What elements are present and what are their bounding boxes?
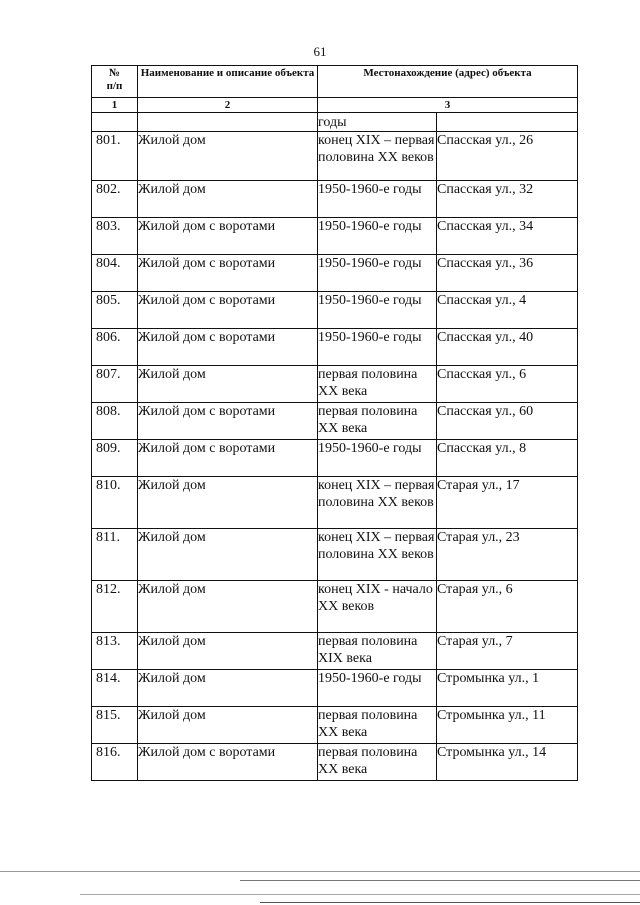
row-name: Жилой дом	[138, 477, 318, 529]
row-name: Жилой дом	[138, 132, 318, 181]
row-period: 1950-1960-е годы	[318, 670, 437, 707]
table-row	[92, 581, 578, 633]
row-address: Спасская ул., 26	[437, 132, 578, 181]
table-row	[92, 329, 578, 366]
row-address: Спасская ул., 36	[437, 255, 578, 292]
row-number: 814.	[92, 670, 138, 707]
row-period: 1950-1960-е годы	[318, 181, 437, 218]
table-row	[92, 707, 578, 744]
continuation-period: годы	[318, 113, 437, 132]
row-address: Спасская ул., 34	[437, 218, 578, 255]
row-name: Жилой дом с воротами	[138, 329, 318, 366]
continuation-name	[138, 113, 318, 132]
column-index-row	[92, 98, 578, 113]
row-name: Жилой дом	[138, 181, 318, 218]
table-row	[92, 132, 578, 181]
row-number: 803.	[92, 218, 138, 255]
row-address: Старая ул., 7	[437, 633, 578, 670]
row-address: Спасская ул., 4	[437, 292, 578, 329]
row-address: Стромынка ул., 14	[437, 744, 578, 781]
row-number: 810.	[92, 477, 138, 529]
row-name: Жилой дом	[138, 581, 318, 633]
column-header-number: № п/п	[92, 66, 138, 98]
row-period: конец XIX - начало XX веков	[318, 581, 437, 633]
row-period: первая половина XX века	[318, 403, 437, 440]
table-row	[92, 292, 578, 329]
row-period: 1950-1960-е годы	[318, 218, 437, 255]
row-number: 805.	[92, 292, 138, 329]
header-row	[92, 66, 578, 98]
row-number: 812.	[92, 581, 138, 633]
column-index-2: 2	[138, 98, 318, 113]
row-address: Спасская ул., 60	[437, 403, 578, 440]
row-period: первая половина XX века	[318, 366, 437, 403]
row-name: Жилой дом с воротами	[138, 218, 318, 255]
row-name: Жилой дом с воротами	[138, 292, 318, 329]
table-row	[92, 744, 578, 781]
table-row	[92, 529, 578, 581]
column-header-name: Наименование и описание объекта	[138, 66, 318, 98]
row-period: первая половина XX века	[318, 744, 437, 781]
row-number: 811.	[92, 529, 138, 581]
continuation-num	[92, 113, 138, 132]
table-row	[92, 477, 578, 529]
column-index-1: 1	[92, 98, 138, 113]
row-name: Жилой дом с воротами	[138, 744, 318, 781]
row-number: 802.	[92, 181, 138, 218]
row-address: Старая ул., 17	[437, 477, 578, 529]
row-name: Жилой дом	[138, 670, 318, 707]
row-number: 815.	[92, 707, 138, 744]
table-row	[92, 255, 578, 292]
row-period: 1950-1960-е годы	[318, 292, 437, 329]
row-number: 808.	[92, 403, 138, 440]
row-address: Старая ул., 23	[437, 529, 578, 581]
row-name: Жилой дом	[138, 633, 318, 670]
table-row	[92, 403, 578, 440]
table-row	[92, 218, 578, 255]
row-address: Спасская ул., 8	[437, 440, 578, 477]
row-period: 1950-1960-е годы	[318, 440, 437, 477]
row-name: Жилой дом с воротами	[138, 255, 318, 292]
row-name: Жилой дом с воротами	[138, 440, 318, 477]
row-period: конец XIX – первая половина XX веков	[318, 529, 437, 581]
page-number: 61	[313, 44, 327, 59]
row-number: 804.	[92, 255, 138, 292]
row-name: Жилой дом с воротами	[138, 403, 318, 440]
row-period: конец XIX – первая половина XX веков	[318, 132, 437, 181]
row-address: Стромынка ул., 1	[437, 670, 578, 707]
row-period: 1950-1960-е годы	[318, 255, 437, 292]
scan-artifact-line	[240, 880, 640, 881]
row-period: первая половина XIX века	[318, 633, 437, 670]
row-period: первая половина XX века	[318, 707, 437, 744]
table-row	[92, 440, 578, 477]
continuation-address	[437, 113, 578, 132]
row-period: 1950-1960-е годы	[318, 329, 437, 366]
heritage-table	[91, 65, 578, 781]
row-address: Старая ул., 6	[437, 581, 578, 633]
table-row	[92, 366, 578, 403]
column-header-location: Местонахождение (адрес) объекта	[318, 66, 578, 98]
row-number: 813.	[92, 633, 138, 670]
row-name: Жилой дом	[138, 529, 318, 581]
row-number: 806.	[92, 329, 138, 366]
table-row	[92, 670, 578, 707]
row-number: 801.	[92, 132, 138, 181]
row-number: 807.	[92, 366, 138, 403]
row-address: Спасская ул., 32	[437, 181, 578, 218]
row-number: 816.	[92, 744, 138, 781]
scan-artifact-line	[80, 894, 640, 895]
table-row	[92, 181, 578, 218]
scan-artifact-line	[0, 871, 640, 872]
table-row	[92, 633, 578, 670]
row-address: Спасская ул., 40	[437, 329, 578, 366]
continuation-row	[92, 113, 578, 132]
row-number: 809.	[92, 440, 138, 477]
row-period: конец XIX – первая половина XX веков	[318, 477, 437, 529]
row-name: Жилой дом	[138, 366, 318, 403]
row-name: Жилой дом	[138, 707, 318, 744]
row-address: Стромынка ул., 11	[437, 707, 578, 744]
column-index-3: 3	[318, 98, 578, 113]
scan-artifact-line	[260, 902, 640, 903]
row-address: Спасская ул., 6	[437, 366, 578, 403]
